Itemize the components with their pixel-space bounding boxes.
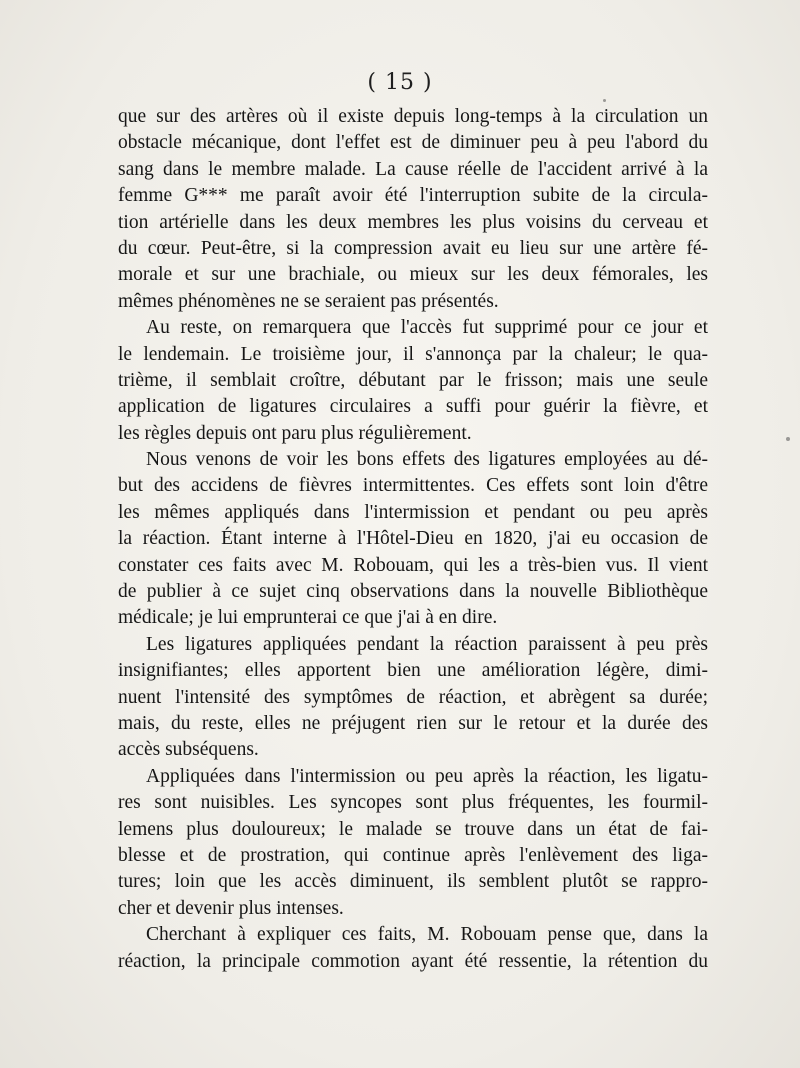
paragraph: [118, 104, 708, 315]
text-line: tures; loin que les accès diminuent, ils semblent plutôt se rappro-: [118, 871, 708, 893]
text-line: les mêmes appliqués dans l'intermission et pendant ou peu après: [118, 501, 708, 523]
paragraph: [118, 764, 708, 922]
text-line: sang dans le membre malade. La cause réelle de l'accident arrivé à la: [118, 158, 708, 180]
body-text: [118, 104, 708, 975]
text-line: constater ces faits avec M. Robouam, qui les a très-bien vus. Il vient: [118, 554, 708, 576]
text-line: mêmes phénomènes ne se seraient pas présentés.: [118, 290, 499, 312]
text-line: le lendemain. Le troisième jour, il s'annonça par la chaleur; le qua-: [118, 343, 708, 365]
text-line: accès subséquens.: [118, 739, 259, 761]
text-line: la réaction. Étant interne à l'Hôtel-Dieu en 1820, j'ai eu occasion de: [118, 528, 708, 550]
text-line: tion artérielle dans les deux membres les plus voisins du cerveau et: [118, 211, 708, 233]
text-line: application de ligatures circulaires a suffi pour guérir la fièvre, et: [118, 396, 708, 418]
text-line: que sur des artères où il existe depuis long-temps à la circulation un: [118, 106, 708, 127]
text-line: lemens plus douloureux; le malade se trouve dans un état de fai-: [118, 818, 708, 840]
text-line: du cœur. Peut-être, si la compression avait eu lieu sur une artère fé-: [118, 237, 708, 259]
paragraph: [118, 632, 708, 764]
text-line: obstacle mécanique, dont l'effet est de diminuer peu à peu l'abord du: [118, 132, 708, 154]
text-line: Nous venons de voir les bons effets des ligatures employées au dé-: [146, 449, 708, 471]
text-line: femme G*** me paraît avoir été l'interruption subite de la circula-: [118, 185, 708, 207]
text-line: Appliquées dans l'intermission ou peu après la réaction, les ligatu-: [146, 765, 708, 787]
text-line: trième, il semblait croître, débutant par le frisson; mais une seule: [118, 369, 708, 391]
text-line: Au reste, on remarquera que l'accès fut supprimé pour ce jour et: [146, 317, 708, 339]
text-line: cher et devenir plus intenses.: [118, 897, 344, 919]
paragraph: [118, 315, 708, 447]
text-line: de publier à ce sujet cinq observations dans la nouvelle Bibliothèque: [118, 581, 708, 603]
text-line: médicale; je lui emprunterai ce que j'ai à en dire.: [118, 607, 498, 629]
text-line: morale et sur une brachiale, ou mieux sur les deux fémorales, les: [118, 264, 708, 286]
paragraph: [118, 922, 708, 975]
text-line: res sont nuisibles. Les syncopes sont plus fréquentes, les fourmil-: [118, 792, 708, 814]
text-line: Cherchant à expliquer ces faits, M. Robouam pense que, dans la: [146, 924, 708, 946]
text-line: but des accidens de fièvres intermittentes. Ces effets sont loin d'être: [118, 475, 708, 497]
text-line: Les ligatures appliquées pendant la réaction paraissent à peu près: [146, 633, 708, 655]
text-line: blesse et de prostration, qui continue après l'enlèvement des liga-: [118, 844, 708, 866]
ink-spot: [786, 437, 790, 441]
text-line: insignifiantes; elles apportent bien une amélioration légère, dimi-: [118, 660, 708, 682]
page-number: ( 15 ): [367, 70, 433, 95]
text-line: réaction, la principale commotion ayant été ressentie, la rétention du: [118, 950, 708, 972]
text-line: mais, du reste, elles ne préjugent rien sur le retour et la durée des: [118, 712, 708, 734]
paragraph: [118, 447, 708, 632]
text-line: les règles depuis ont paru plus régulièrement.: [118, 422, 472, 444]
text-line: nuent l'intensité des symptômes de réaction, et abrègent sa durée;: [118, 686, 708, 708]
ink-spot: [603, 99, 606, 102]
